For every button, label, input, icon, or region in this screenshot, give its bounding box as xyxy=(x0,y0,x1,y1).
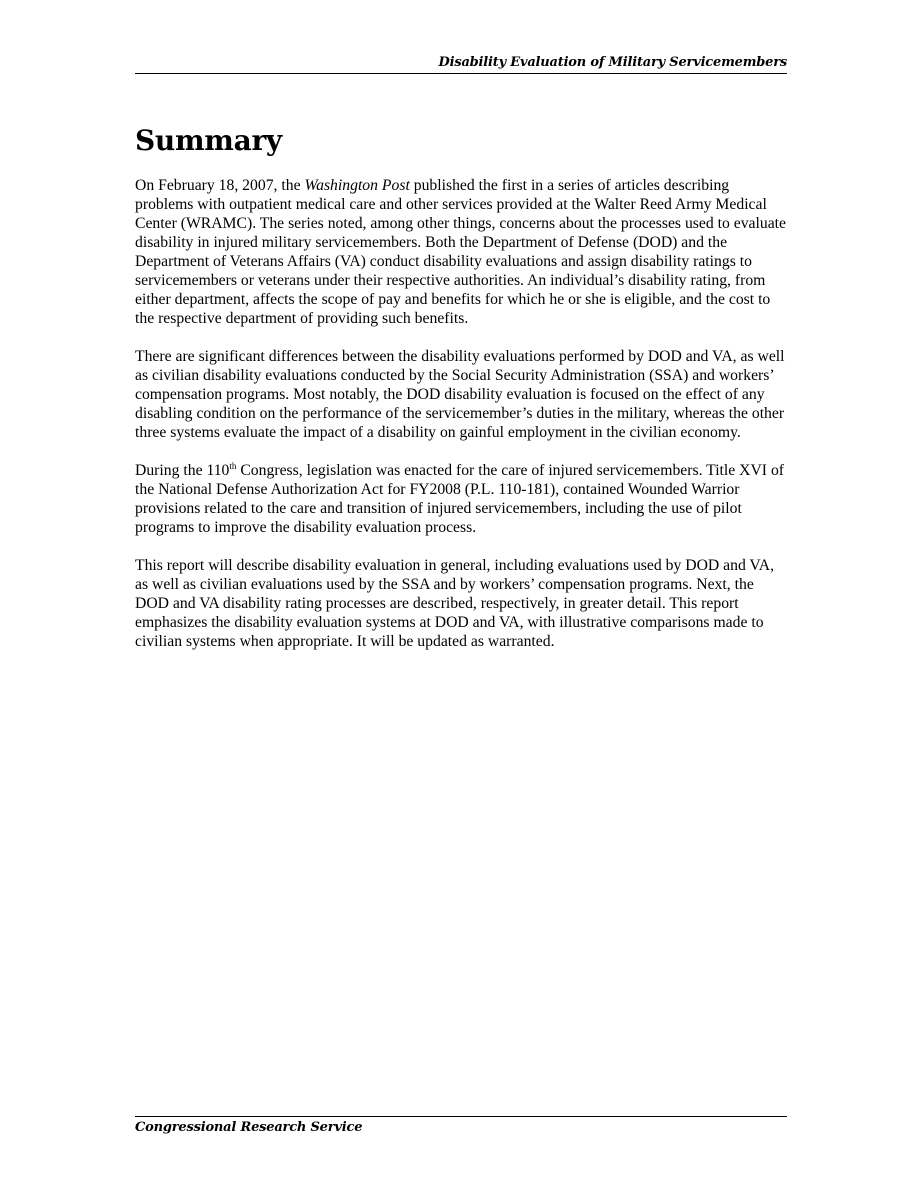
paragraph-1-text-b: published the first in a series of articles describing problems with outpatient medical care and other services provided at the Walter Reed Army Medical Center (WRAMC). The series noted, among other things, concerns about the processes used to evaluate disability in injured military servicemembers. Both the Department of Defense (DOD) and the Department of Veterans Affairs (VA) conduct disability evaluations and assign disability ratings to servicemembers or veterans under their respective authorities. An individual’s disability rating, from either department, affects the scope of pay and benefits for which he or she is eligible, and the cost to the respective department of providing such benefits. xyxy=(135,177,787,327)
publication-name: Washington Post xyxy=(304,177,410,194)
paragraph-3-text-a: During the 110 xyxy=(135,462,230,479)
paragraph-1-text-a: On February 18, 2007, the xyxy=(135,177,305,194)
summary-body xyxy=(135,176,787,670)
paragraph-2: There are significant differences between the disability evaluations performed by DOD and VA, as well as civilian disability evaluations conducted by the Social Security Administration (SSA) and workers’ compensation programs. Most notably, the DOD disability evaluation is focused on the effect of any disabling condition on the performance of the servicemember’s duties in the military, whereas the other three systems evaluate the impact of a disability on gainful employment in the civilian economy. xyxy=(135,348,785,441)
section-title: Summary xyxy=(135,124,282,157)
paragraph-3-text-b: Congress, legislation was enacted for the care of injured servicemembers. Title XVI of the National Defense Authorization Act for FY2008 (P.L. 110-181), contained Wounded Warrior provisions related to the care and transition of injured servicemembers, including the use of pilot programs to improve the disability evaluation process. xyxy=(135,462,785,536)
paragraph-1 xyxy=(135,176,787,328)
footer-rule xyxy=(135,1116,787,1117)
paragraph-3 xyxy=(135,461,787,537)
running-header: Disability Evaluation of Military Servicemembers xyxy=(438,55,787,70)
ordinal-suffix: th xyxy=(229,461,237,471)
header-rule xyxy=(135,73,787,74)
running-footer: Congressional Research Service xyxy=(135,1120,363,1135)
paragraph-4: This report will describe disability evaluation in general, including evaluations used by DOD and VA, as well as civilian evaluations used by the SSA and by workers’ compensation programs. Next, the DOD and VA disability rating processes are described, respectively, in greater detail. This report emphasizes the disability evaluation systems at DOD and VA, with illustrative comparisons made to civilian systems when appropriate. It will be updated as warranted. xyxy=(135,557,774,650)
